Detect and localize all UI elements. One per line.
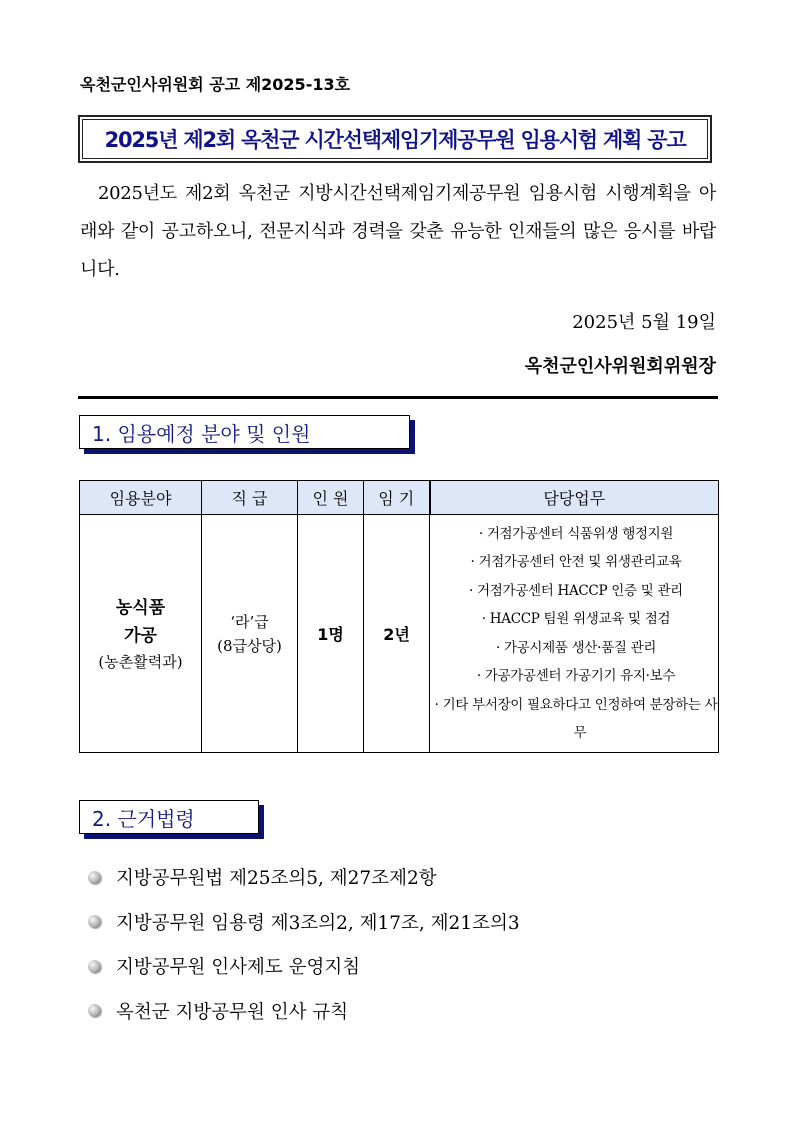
notice-number: 옥천군인사위원회 공고 제2025-13호 bbox=[80, 75, 351, 94]
bullet-dot: · bbox=[481, 611, 486, 627]
duties-list bbox=[430, 520, 718, 748]
legal-basis-list bbox=[88, 855, 520, 1033]
field-name-line1: 농식품 bbox=[115, 597, 166, 618]
duties-cell bbox=[430, 515, 719, 753]
count-cell: 1명 bbox=[298, 515, 364, 753]
law-text: 지방공무원 인사제도 운영지침 bbox=[116, 957, 361, 979]
list-item bbox=[88, 944, 520, 989]
duty-text: 거점가공센터 식품위생 행정지원 bbox=[486, 525, 674, 542]
bullet-dot: · bbox=[478, 525, 483, 542]
duty-text: 거점가공센터 안전 및 위생관리교육 bbox=[478, 554, 682, 570]
list-item bbox=[88, 900, 520, 945]
bullet-dot: · bbox=[495, 639, 500, 656]
grade-name: ‘라’급 bbox=[230, 612, 269, 631]
sphere-bullet-icon bbox=[88, 871, 101, 884]
duty-text: HACCP 팀원 위생교육 및 점검 bbox=[489, 611, 671, 627]
grade-equivalent: (8급상당) bbox=[217, 636, 282, 655]
list-item bbox=[88, 989, 520, 1034]
header-grade: 직 급 bbox=[202, 481, 298, 515]
bullet-dot: · bbox=[469, 582, 474, 599]
term-cell: 2년 bbox=[364, 515, 430, 753]
table-header-row bbox=[80, 481, 719, 515]
field-department: (농촌활력과) bbox=[98, 652, 183, 671]
sphere-bullet-icon bbox=[88, 1004, 101, 1017]
positions-table bbox=[79, 480, 719, 753]
intro-paragraph: 2025년도 제2회 옥천군 지방시간선택제임기제공무원 임용시험 시행계획을 아래와 같이 공고하오니, 전문지식과 경력을 갖춘 유능한 인재들의 많은 응시를 바랍니다. bbox=[80, 183, 716, 280]
law-text: 옥천군 지방공무원 인사 규칙 bbox=[116, 1001, 349, 1023]
list-item bbox=[88, 855, 520, 900]
header-term: 임 기 bbox=[364, 481, 430, 515]
list-item bbox=[430, 634, 718, 663]
bullet-dot: · bbox=[434, 696, 439, 713]
table-row bbox=[80, 515, 719, 753]
sphere-bullet-icon bbox=[88, 960, 101, 973]
list-item bbox=[430, 520, 718, 549]
law-text: 지방공무원법 제25조의5, 제27조제2항 bbox=[116, 868, 437, 890]
issuing-authority: 옥천군인사위원회위원장 bbox=[524, 356, 716, 377]
header-duties: 담당업무 bbox=[430, 481, 719, 515]
field-name-line2: 가공 bbox=[124, 625, 157, 646]
bullet-dot: · bbox=[470, 554, 475, 570]
duty-text: 가공시제품 생산·품질 관리 bbox=[503, 639, 657, 656]
duty-text: 기타 부서장이 필요하다고 인정하여 분장하는 사무 bbox=[442, 696, 718, 741]
header-count: 인 원 bbox=[298, 481, 364, 515]
title-box bbox=[78, 115, 712, 163]
list-item bbox=[430, 691, 718, 748]
divider-rule bbox=[78, 396, 718, 399]
list-item bbox=[430, 548, 718, 577]
document-title: 2025년 제2회 옥천군 시간선택제임기제공무원 임용시험 계획 공고 bbox=[82, 119, 708, 159]
duty-text: 가공가공센터 가공기기 유지·보수 bbox=[484, 668, 676, 684]
sphere-bullet-icon bbox=[88, 915, 101, 928]
bullet-dot: · bbox=[476, 668, 481, 684]
list-item bbox=[430, 605, 718, 634]
section-1-heading: 1. 임용예정 분야 및 인원 bbox=[79, 415, 410, 449]
announcement-date: 2025년 5월 19일 bbox=[572, 312, 716, 333]
list-item bbox=[430, 662, 718, 691]
grade-cell bbox=[202, 515, 298, 753]
header-field: 임용분야 bbox=[80, 481, 202, 515]
field-cell bbox=[80, 515, 202, 753]
list-item bbox=[430, 577, 718, 606]
section-2-heading: 2. 근거법령 bbox=[79, 800, 259, 834]
duty-text: 거점가공센터 HACCP 인증 및 관리 bbox=[477, 582, 683, 599]
law-text: 지방공무원 임용령 제3조의2, 제17조, 제21조의3 bbox=[116, 912, 520, 934]
